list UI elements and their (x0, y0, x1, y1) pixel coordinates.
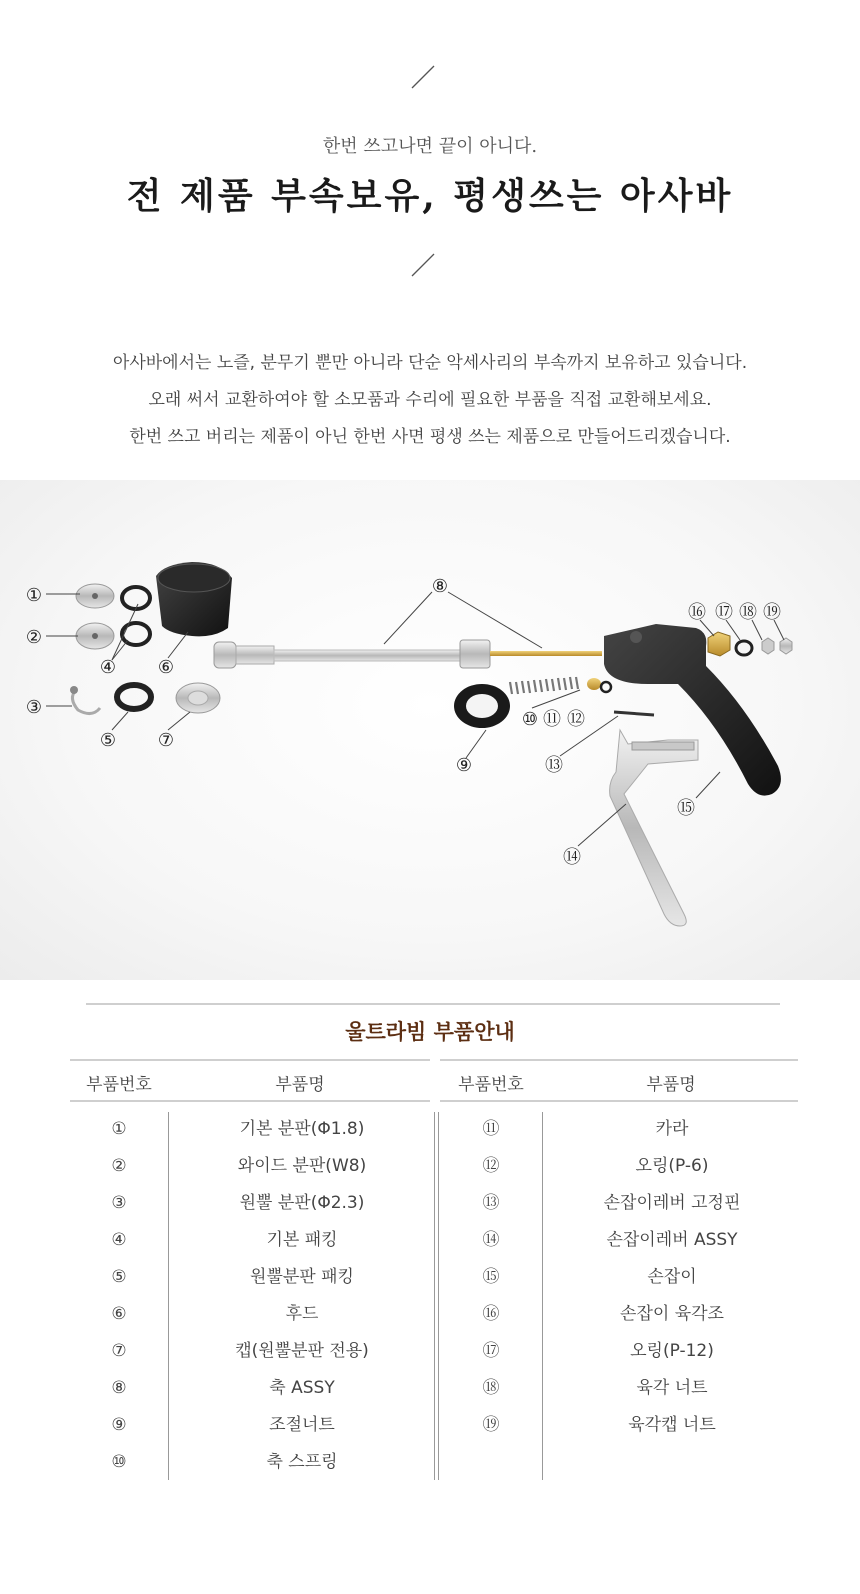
hex-cap-nut (780, 638, 792, 654)
part-number: ⑭ (482, 1230, 500, 1250)
cap (176, 683, 220, 713)
part-number: ⑲ (482, 1415, 500, 1435)
label-7: ⑦ (157, 730, 175, 751)
intro-line-3: 한번 쓰고 버리는 제품이 아닌 한번 사면 평생 쓰는 제품으로 만들어드리겠습니다. (129, 427, 731, 447)
page-title: 전 제품 부속보유, 평생쓰는 아사바 (126, 175, 734, 217)
part-number: ④ (111, 1230, 127, 1250)
part-name: 와이드 분판(W8) (237, 1156, 367, 1176)
label-11: ⑪ (543, 709, 561, 730)
parts-photo (0, 480, 860, 980)
label-13: ⑬ (545, 755, 563, 776)
label-6: ⑥ (157, 657, 175, 678)
parts-diagram (0, 480, 860, 980)
label-19: ⑲ (763, 602, 781, 623)
handle-hex (708, 632, 730, 656)
part-name: 축 스프링 (266, 1452, 338, 1472)
label-9: ⑨ (455, 755, 473, 776)
disc-standard (76, 584, 114, 608)
label-1: ① (25, 585, 43, 606)
part-number: ⑪ (482, 1119, 500, 1139)
subtitle: 한번 쓰고나면 끝이 아니다. (322, 136, 538, 157)
collar (587, 678, 601, 690)
slash-divider-top (410, 64, 436, 90)
part-name: 오링(P-12) (630, 1341, 714, 1361)
part-name: 손잡이레버 ASSY (606, 1230, 738, 1250)
hex-nut (762, 638, 774, 654)
part-number: ⑦ (111, 1341, 127, 1361)
label-8: ⑧ (431, 576, 449, 597)
part-number: ⑰ (482, 1341, 500, 1361)
part-name: 오링(P-6) (635, 1156, 709, 1176)
part-number: ⑮ (482, 1267, 500, 1287)
table-header-rule-left-bottom (70, 1100, 430, 1102)
part-name: 후드 (285, 1304, 319, 1324)
slash-divider-bottom (410, 252, 436, 278)
table-top-rule (86, 1003, 780, 1005)
table-title: 울트라빔 부품안내 (345, 1020, 515, 1044)
header-part-name-left: 부품명 (275, 1075, 325, 1095)
label-2: ② (25, 627, 43, 648)
part-name: 조절너트 (269, 1415, 335, 1435)
part-number: ⑧ (111, 1378, 127, 1398)
part-number: ⑨ (111, 1415, 127, 1435)
part-number: ① (111, 1119, 127, 1139)
part-name: 카라 (655, 1119, 689, 1139)
part-number: ② (111, 1156, 127, 1176)
header-part-number-right: 부품번호 (458, 1075, 524, 1095)
packing-cone (117, 685, 151, 709)
part-name: 손잡이 (647, 1267, 697, 1287)
label-10: ⑩ (521, 709, 539, 730)
o-ring-p6 (601, 682, 611, 692)
lever-pin (614, 712, 654, 715)
label-4: ④ (99, 657, 117, 678)
header-part-number-left: 부품번호 (86, 1075, 152, 1095)
intro-line-2: 오래 써서 교환하여야 할 소모품과 수리에 필요한 부품을 직접 교환해보세요. (148, 390, 712, 410)
part-number: ③ (111, 1193, 127, 1213)
label-5: ⑤ (99, 730, 117, 751)
part-number: ⑤ (111, 1267, 127, 1287)
shaft-assy (214, 640, 602, 668)
adjusting-nut (454, 684, 510, 728)
label-16: ⑯ (688, 602, 706, 623)
header-part-name-right: 부품명 (646, 1075, 696, 1095)
disc-wide (76, 623, 114, 649)
o-ring-p12 (736, 641, 752, 655)
part-name: 기본 분판(Φ1.8) (239, 1119, 365, 1139)
disc-cone (70, 686, 100, 714)
part-name: 육각캡 너트 (628, 1415, 716, 1435)
part-name: 캡(원뿔분판 전용) (235, 1341, 369, 1361)
hood (156, 562, 232, 636)
label-18: ⑱ (739, 602, 757, 623)
part-name: 손잡이레버 고정핀 (603, 1193, 741, 1213)
part-number: ⑱ (482, 1378, 500, 1398)
part-name: 기본 패킹 (266, 1230, 338, 1250)
part-number: ⑬ (482, 1193, 500, 1213)
part-number: ⑯ (482, 1304, 500, 1324)
table-header-rule-right-top (440, 1059, 798, 1061)
part-number: ⑩ (111, 1452, 127, 1472)
intro-line-1: 아사바에서는 노즐, 분무기 뿐만 아니라 단순 악세사리의 부속까지 보유하고 있습니다. (112, 353, 748, 373)
part-name: 육각 너트 (636, 1378, 708, 1398)
packing-standard-1 (122, 587, 150, 609)
lever-assy (610, 730, 698, 926)
label-14: ⑭ (563, 847, 581, 868)
table-header-rule-right-bottom (440, 1100, 798, 1102)
part-name: 축 ASSY (269, 1378, 335, 1398)
label-12: ⑫ (567, 709, 585, 730)
table-header-rule-left-top (70, 1059, 430, 1061)
label-17: ⑰ (715, 602, 733, 623)
part-number: ⑫ (482, 1156, 500, 1176)
label-3: ③ (25, 697, 43, 718)
part-name: 원뿔분판 패킹 (250, 1267, 354, 1287)
spring (510, 677, 578, 694)
part-number: ⑥ (111, 1304, 127, 1324)
part-name: 손잡이 육각조 (620, 1304, 724, 1324)
part-name: 원뿔 분판(Φ2.3) (239, 1193, 365, 1213)
label-15: ⑮ (677, 798, 695, 819)
